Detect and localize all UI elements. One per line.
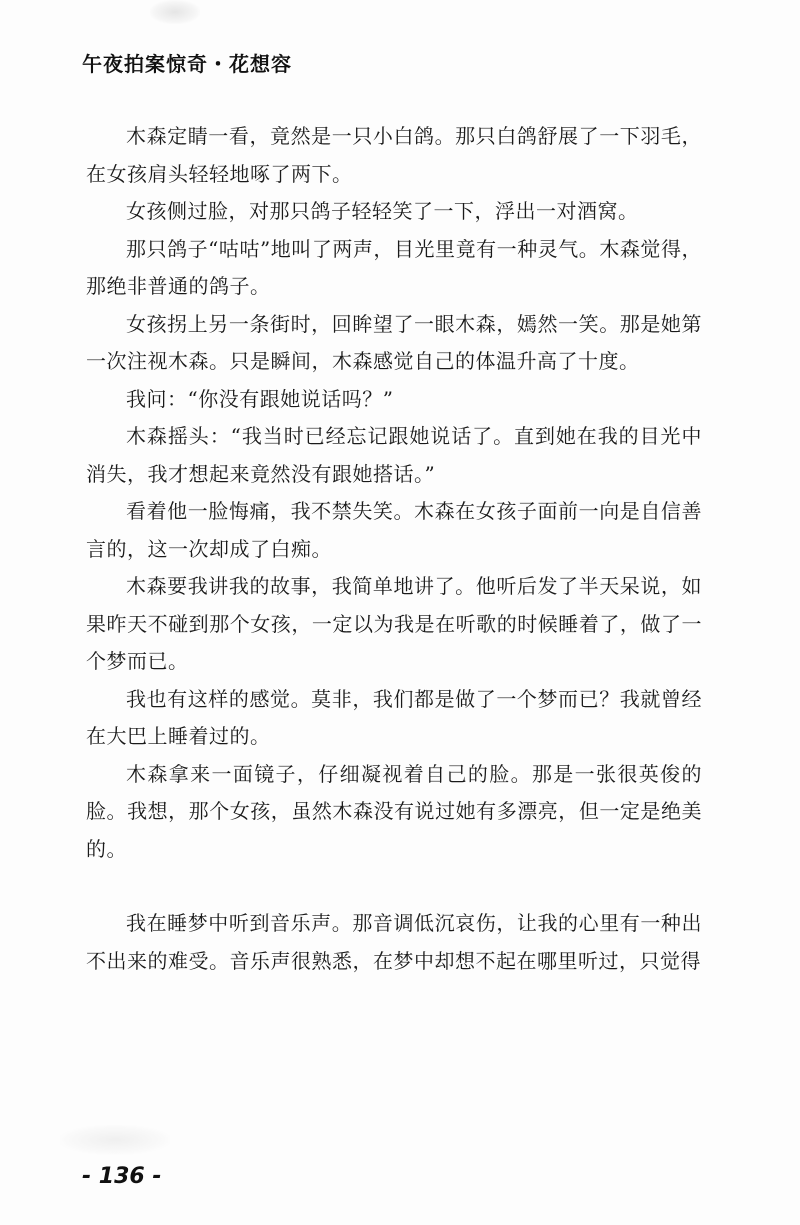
paragraph: 女孩拐上另一条街时，回眸望了一眼木森，嫣然一笑。那是她第一次注视木森。只是瞬间，木森感觉自己的体温升高了十度。: [86, 311, 702, 373]
paragraph: 那只鸽子“咕咕”地叫了两声，目光里竟有一种灵气。木森觉得，那绝非普通的鸽子。: [86, 236, 702, 298]
paragraph: 看着他一脸悔痛，我不禁失笑。木森在女孩子面前一向是自信善言的，这一次却成了白痴。: [86, 499, 702, 561]
paragraph: 木森要我讲我的故事，我简单地讲了。他听后发了半天呆说，如果昨天不碰到那个女孩，一定以为我是在听歌的时候睡着了，做了一个梦而已。: [86, 574, 702, 673]
paragraph: 我在睡梦中听到音乐声。那音调低沉哀伤，让我的心里有一种出不出来的难受。音乐声很熟悉，在梦中却想不起在哪里听过，只觉得: [86, 911, 702, 973]
scan-smudge-bottom: [60, 1125, 170, 1155]
paragraph: 木森摇头：“我当时已经忘记跟她说话了。直到她在我的目光中消失，我才想起来竟然没有跟她搭话。”: [86, 424, 702, 486]
section-break: [86, 868, 702, 905]
paragraph: 木森拿来一面镜子，仔细凝视着自己的脸。那是一张很英俊的脸。我想，那个女孩，虽然木森没有说过她有多漂亮，但一定是绝美的。: [86, 761, 702, 861]
running-header-title: 午夜拍案惊奇・花想容: [82, 52, 292, 76]
page-number: - 136 -: [82, 1164, 162, 1189]
paragraph: 木森定睛一看，竟然是一只小白鸽。那只白鸽舒展了一下羽毛，在女孩肩头轻轻地啄了两下。: [86, 124, 702, 186]
paragraph: 女孩侧过脸，对那只鸽子轻轻笑了一下，浮出一对酒窝。: [126, 199, 639, 223]
paragraph: 我问：“你没有跟她说话吗？”: [126, 386, 394, 411]
body-text: [86, 118, 702, 980]
scan-smudge-top: [150, 0, 200, 24]
paragraph: 我也有这样的感觉。莫非，我们都是做了一个梦而已？我就曾经在大巴上睡着过的。: [86, 686, 702, 748]
